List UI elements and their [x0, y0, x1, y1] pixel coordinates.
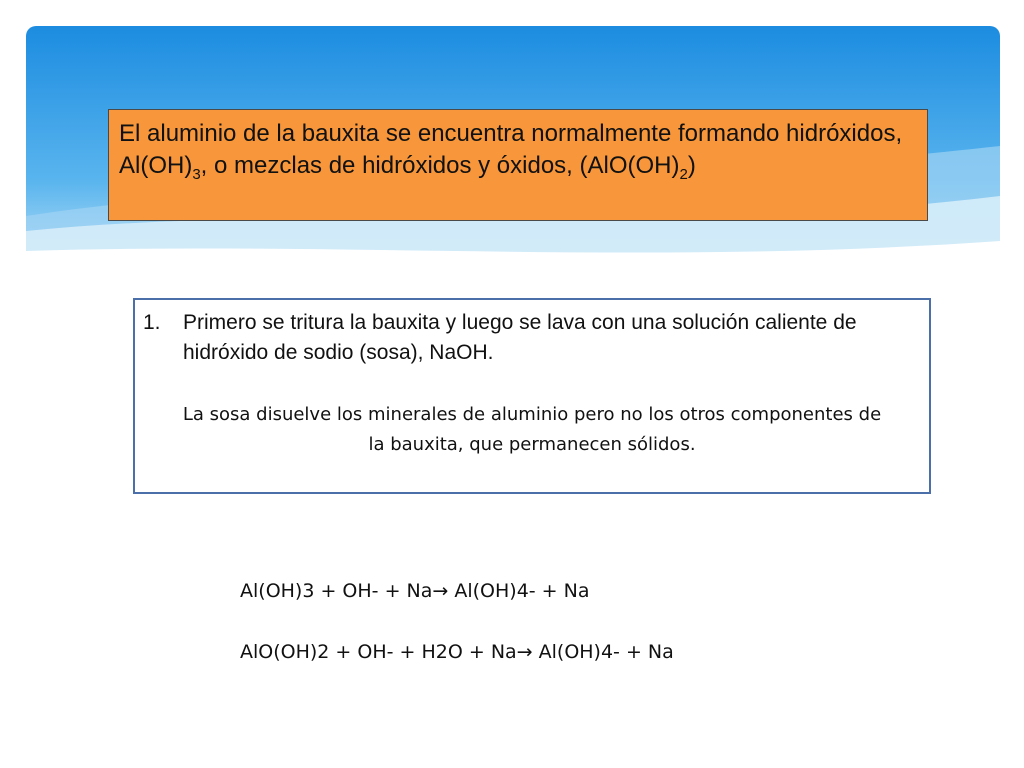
intro-text-2: , o mezclas de hidróxidos y óxidos, (AlO(OH) [200, 152, 680, 179]
intro-callout [108, 109, 928, 221]
intro-text-1: El aluminio de la bauxita se encuentra normalmente formando hidróxidos, Al(OH) [119, 120, 903, 179]
step-number: 1. [143, 311, 161, 334]
equation-1: Al(OH)3 + OH- + Na→ Al(OH)4- + Na [240, 580, 590, 602]
step-text: Primero se tritura la bauxita y luego se lava con una solución caliente de hidróxido de sodio (sosa), NaOH. [183, 311, 857, 364]
step-box [133, 298, 931, 494]
intro-text-3: ) [687, 152, 696, 179]
step-item-1 [143, 308, 903, 368]
intro-subscript-1: 3 [192, 165, 201, 183]
step-note: La sosa disuelve los minerales de aluminio pero no los otros componentes de la bauxita, que permanecen sólidos. [182, 404, 882, 455]
intro-subscript-2: 2 [679, 165, 688, 183]
equation-2: AlO(OH)2 + OH- + H2O + Na→ Al(OH)4- + Na [240, 641, 674, 663]
